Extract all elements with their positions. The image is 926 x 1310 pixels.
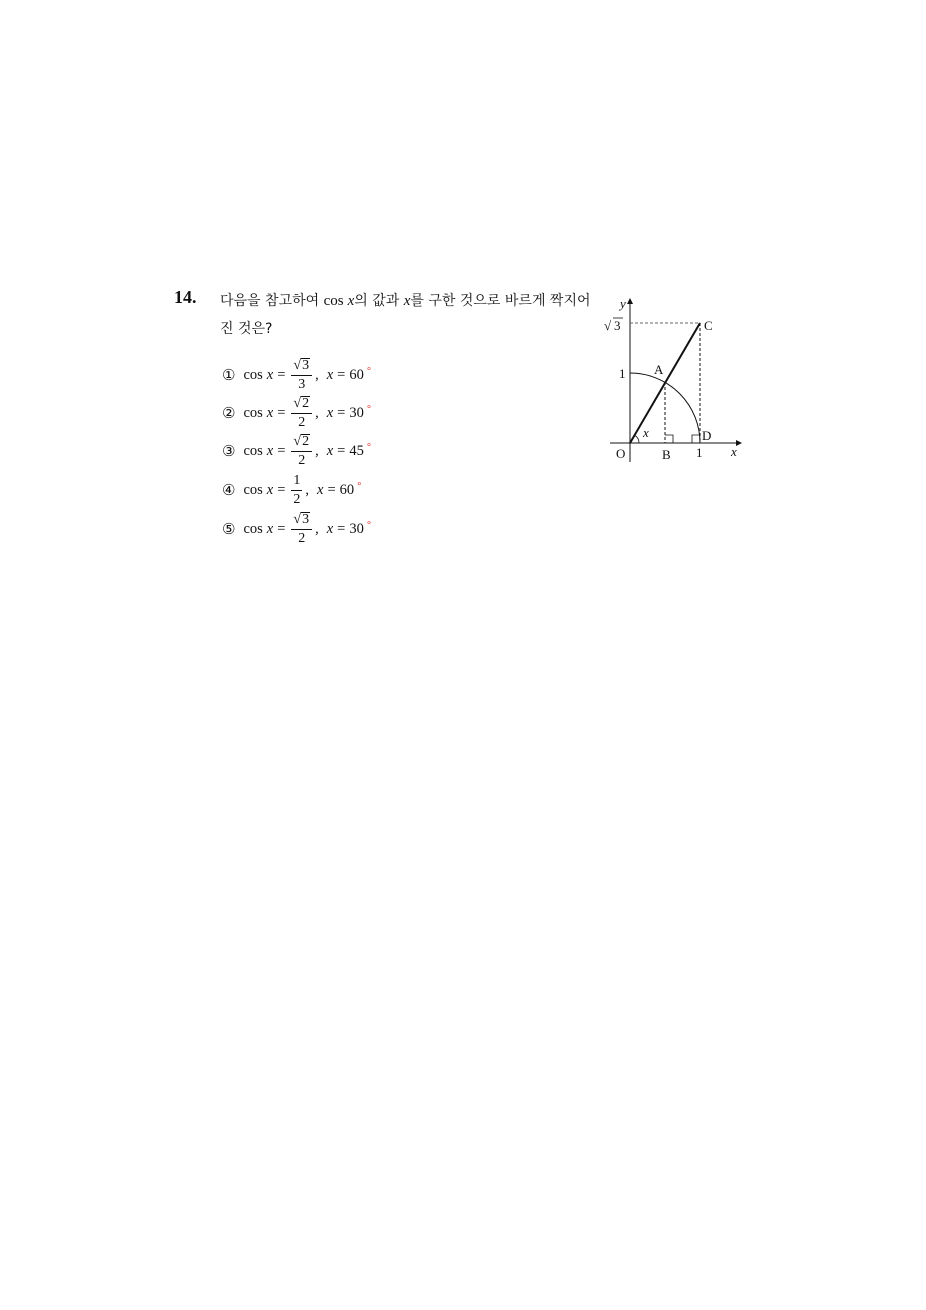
- fraction-denominator: 2: [298, 415, 306, 430]
- fraction-numerator: 2: [302, 396, 310, 411]
- geometry-figure: [596, 290, 756, 470]
- degree-symbol: ∘: [356, 478, 363, 490]
- fraction-numerator: 3: [302, 358, 310, 373]
- cos-var: x: [266, 404, 274, 421]
- point-a-label: A: [654, 362, 664, 377]
- degree-symbol: ∘: [365, 439, 373, 451]
- x-variable: x: [317, 481, 324, 498]
- cos-func: cos: [243, 481, 263, 498]
- fraction: [291, 474, 302, 507]
- cos-var: x: [266, 481, 274, 498]
- degree-symbol: ∘: [365, 517, 373, 529]
- cos-func: cos: [243, 404, 263, 421]
- y-axis-arrow: [627, 298, 633, 304]
- x-value: 60: [339, 481, 355, 498]
- fraction-numerator: 1: [293, 472, 301, 488]
- choice-marker: ④: [222, 481, 236, 499]
- x-value: 30: [349, 520, 364, 537]
- tick-y-1: 1: [619, 366, 626, 381]
- cos-func: cos: [243, 520, 263, 537]
- equals-sign-2: =: [337, 442, 346, 459]
- question-number: 14.: [174, 287, 197, 307]
- choice-marker: ⑤: [222, 520, 236, 538]
- stem-var-x-2: x: [403, 293, 411, 309]
- choice-marker: ③: [222, 442, 236, 460]
- angle-arc: [635, 435, 640, 443]
- x-variable: x: [326, 442, 334, 459]
- x-variable: x: [326, 520, 334, 537]
- fraction: [291, 512, 312, 546]
- sqrt-symbol: √ 2: [293, 396, 310, 411]
- right-angle-d: [692, 435, 700, 443]
- sqrt-symbol: √ 2: [293, 434, 310, 449]
- sqrt-symbol: √ 3: [293, 358, 310, 373]
- equals-sign-2: =: [337, 404, 346, 421]
- equals-sign-2: =: [337, 520, 346, 537]
- x-variable: x: [326, 404, 334, 421]
- angle-label: x: [643, 425, 649, 440]
- x-variable: x: [326, 366, 334, 383]
- question-stem: [220, 287, 600, 343]
- fraction: [291, 396, 312, 430]
- tick-y-sqrt-symbol: √: [604, 318, 612, 333]
- tick-y-sqrt-value: 3: [614, 318, 621, 333]
- cos-var: x: [266, 366, 274, 383]
- tick-x-1: 1: [696, 445, 703, 460]
- x-axis-arrow: [736, 440, 742, 446]
- sqrt-symbol: √ 3: [293, 512, 310, 527]
- equals-sign-2: =: [327, 481, 336, 498]
- choice-5[interactable]: ⑤ cos x = √ 3 2 , x = 30 ∘: [222, 512, 373, 546]
- stem-cos: cos: [323, 293, 344, 309]
- point-c-label: C: [704, 318, 713, 333]
- equals-sign: =: [277, 520, 286, 537]
- x-value: 60: [349, 366, 364, 383]
- point-b-label: B: [662, 447, 671, 462]
- x-value: 30: [349, 404, 364, 421]
- fraction: [291, 358, 312, 392]
- stem-var-x: x: [347, 293, 355, 309]
- choice-marker: ②: [222, 404, 236, 422]
- equals-sign: =: [277, 404, 286, 421]
- stem-text-2: 의 값과: [354, 293, 404, 309]
- degree-symbol: ∘: [365, 401, 373, 413]
- equals-sign: =: [277, 366, 286, 383]
- cos-var: x: [266, 520, 274, 537]
- point-d-label: D: [702, 428, 712, 443]
- right-angle-b: [665, 435, 673, 443]
- cos-func: cos: [243, 442, 263, 459]
- degree-symbol: ∘: [365, 363, 373, 375]
- fraction-denominator: 2: [293, 491, 301, 507]
- choice-marker: ①: [222, 366, 236, 384]
- fraction-denominator: 2: [298, 453, 306, 468]
- fraction: [291, 434, 312, 468]
- x-value: 45: [349, 442, 364, 459]
- equals-sign: =: [277, 481, 286, 498]
- origin-label: O: [616, 446, 626, 461]
- stem-text-1: 다음을 참고하여: [220, 293, 324, 309]
- fraction-denominator: 3: [298, 377, 306, 392]
- equals-sign: =: [277, 442, 286, 459]
- y-axis-label: y: [620, 296, 626, 311]
- fraction-denominator: 2: [298, 531, 306, 546]
- choice-4[interactable]: ④ cos x = $\frac{1}{2}$ , x = 60 ∘: [222, 472, 363, 507]
- equals-sign-2: =: [337, 366, 346, 383]
- cos-func: cos: [243, 366, 263, 383]
- stem-text-3: 를 구한 것으로 바르게 짝지어진 것은?: [220, 293, 591, 337]
- x-axis-label: x: [731, 444, 737, 459]
- fraction-numerator: 2: [302, 434, 310, 449]
- choice-3[interactable]: ③ cos x = √ 2 2 , x = 45 ∘: [222, 434, 373, 468]
- choice-1[interactable]: ① cos x = √ 3 3 , x = 60 ∘: [222, 358, 373, 392]
- fraction-numerator: 3: [302, 512, 310, 527]
- choice-2[interactable]: ② cos x = √ 2 2 , x = 30 ∘: [222, 396, 373, 430]
- cos-var: x: [266, 442, 274, 459]
